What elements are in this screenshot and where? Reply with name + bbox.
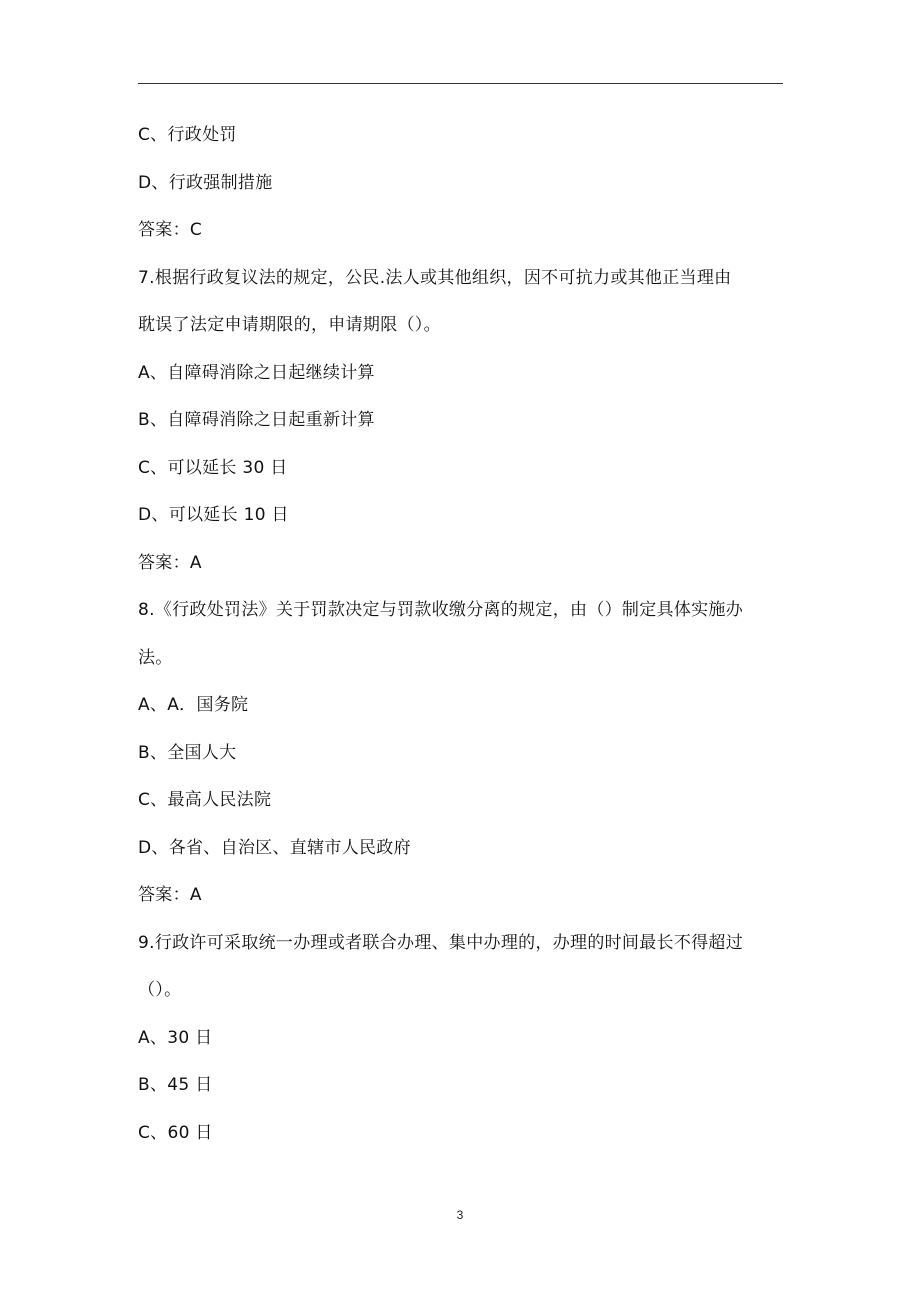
option-line: D、可以延长 10 日 <box>138 505 289 525</box>
question-line: 耽误了法定申请期限的，申请期限（）。 <box>138 315 441 335</box>
option-line: D、行政强制措施 <box>138 172 273 193</box>
option-line: A、自障碍消除之日起继续计算 <box>138 362 375 383</box>
option-line: A、30 日 <box>138 1027 213 1048</box>
document-body <box>138 112 786 1157</box>
header-rule <box>138 83 783 84</box>
question-line: 7.根据行政复议法的规定，公民.法人或其他组织，因不可抗力或其他正当理由 <box>138 267 732 288</box>
question-line: （）。 <box>138 980 182 1000</box>
question-line: 法。 <box>138 647 173 668</box>
option-line: C、60 日 <box>138 1122 213 1143</box>
page-number: 3 <box>456 1208 464 1222</box>
answer-line: 答案：A <box>138 885 202 905</box>
option-line: B、全国人大 <box>138 742 237 763</box>
option-line: D、各省、自治区、直辖市人民政府 <box>138 837 411 858</box>
option-line: C、最高人民法院 <box>138 790 272 810</box>
answer-line: 答案：C <box>138 220 203 240</box>
option-line: C、可以延长 30 日 <box>138 457 288 478</box>
option-line: B、自障碍消除之日起重新计算 <box>138 410 375 430</box>
option-line: B、45 日 <box>138 1075 213 1095</box>
option-line: C、行政处罚 <box>138 125 237 145</box>
answer-line: 答案：A <box>138 552 202 573</box>
question-line: 9.行政许可采取统一办理或者联合办理、集中办理的，办理的时间最长不得超过 <box>138 932 744 953</box>
question-line: 8.《行政处罚法》关于罚款决定与罚款收缴分离的规定，由（）制定具体实施办 <box>138 600 744 620</box>
option-line: A、A．国务院 <box>138 695 249 715</box>
